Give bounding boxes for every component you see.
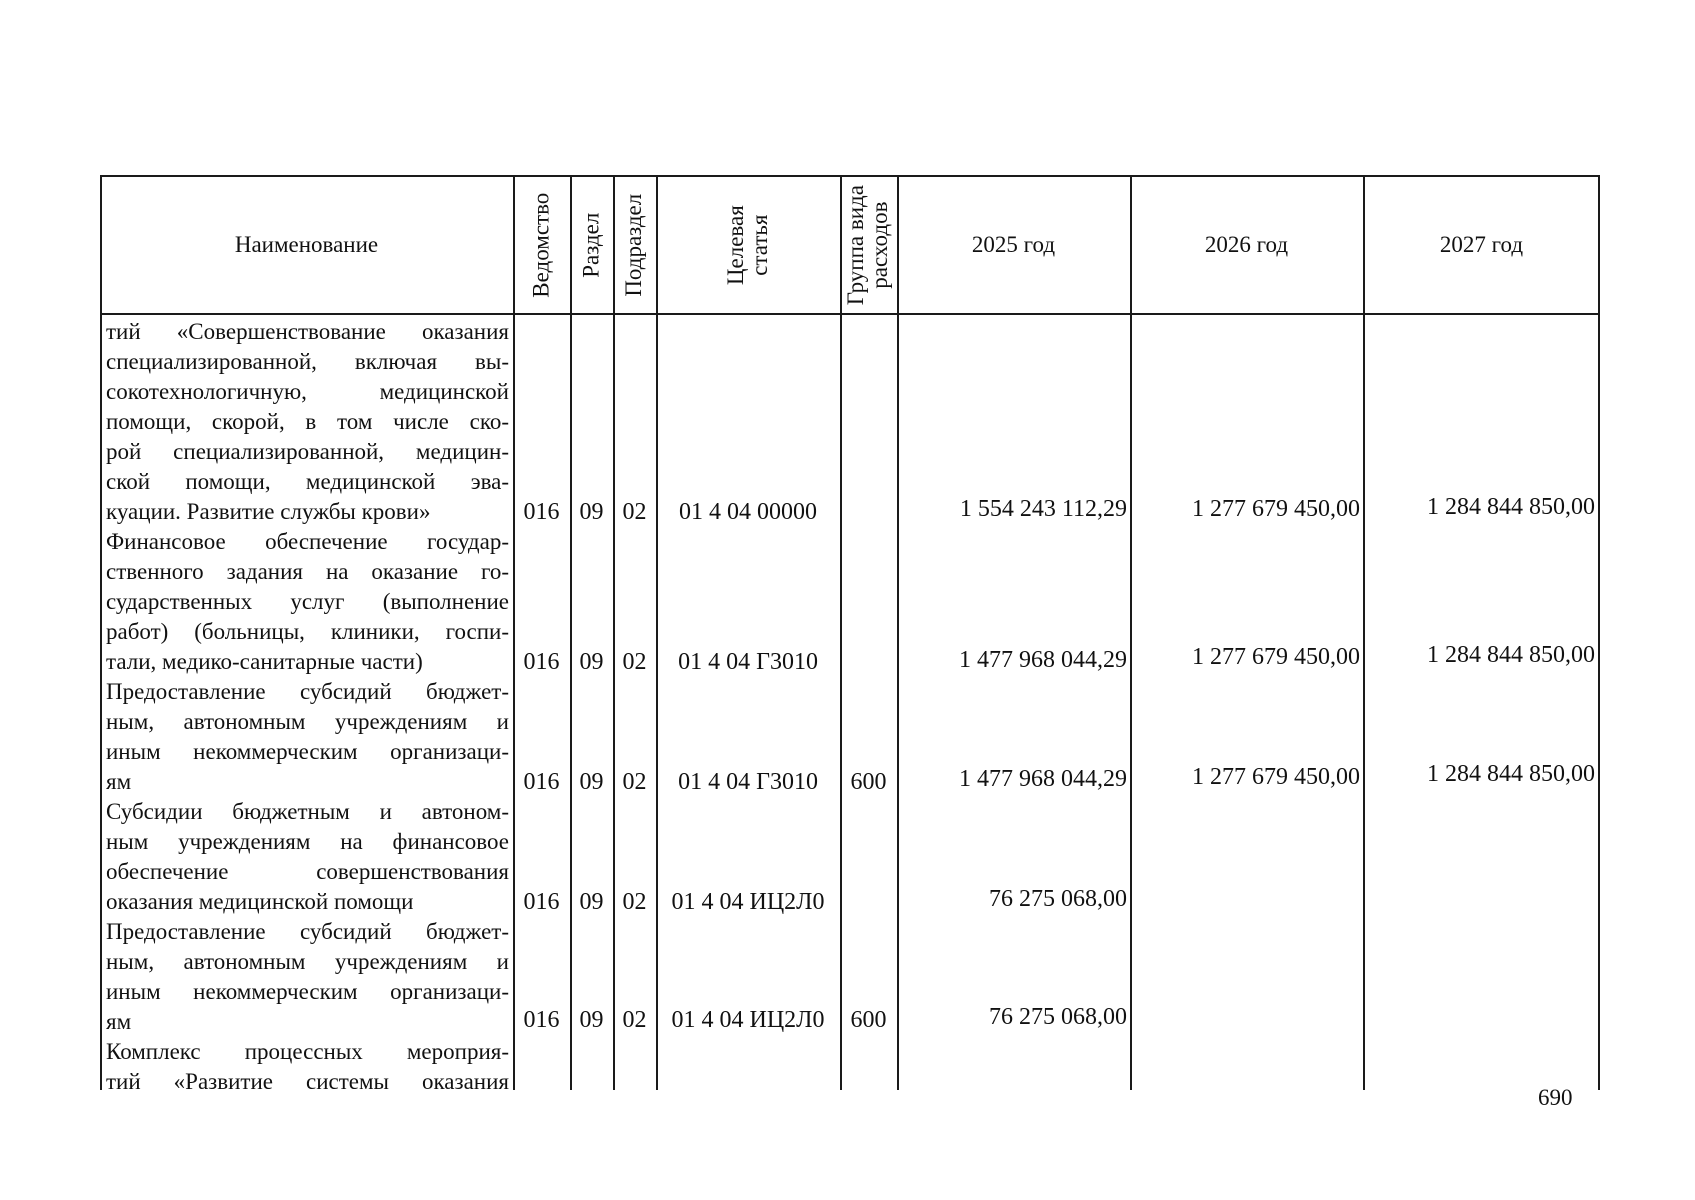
row-name-line: ственного задания на оказание го- bbox=[106, 559, 509, 584]
cell-podrazdel: 02 bbox=[622, 769, 647, 795]
cell-2025: 1 554 243 112,29 bbox=[959, 496, 1127, 522]
row-name bbox=[106, 917, 509, 1037]
cell-statya: 01 4 04 Г3010 bbox=[678, 769, 818, 795]
row-name-line: ным учреждениям на финансовое bbox=[106, 829, 509, 854]
grid-line bbox=[100, 175, 102, 1090]
row-name bbox=[106, 677, 509, 797]
cell-razdel: 09 bbox=[579, 649, 604, 675]
header-celevaya-text bbox=[724, 205, 772, 285]
cell-razdel: 09 bbox=[579, 499, 604, 525]
grid-line bbox=[840, 175, 842, 1090]
row-name-line: тали, медико-санитарные части) bbox=[106, 649, 423, 674]
header-name-text: Наименование bbox=[234, 231, 379, 257]
row-name bbox=[106, 317, 509, 527]
cell-2026: 1 277 679 450,00 bbox=[1192, 644, 1360, 670]
grid-line bbox=[897, 175, 899, 1090]
cell-vedomstvo: 016 bbox=[523, 649, 560, 675]
row-name-line: Субсидии бюджетным и автоном- bbox=[106, 799, 509, 824]
cell-2027: 1 284 844 850,00 bbox=[1427, 642, 1595, 668]
header-razdel bbox=[570, 175, 613, 315]
header-2025-text: 2025 год bbox=[971, 231, 1056, 257]
row-name-line: оказания медицинской помощи bbox=[106, 889, 414, 914]
row-name-line: ным, автономным учреждениям и bbox=[106, 709, 509, 734]
cell-vedomstvo: 016 bbox=[523, 1007, 560, 1033]
row-name-line: сокотехнологичную, медицинской bbox=[106, 379, 509, 404]
header-vedomstvo bbox=[513, 175, 570, 315]
header-celevaya-line1: Целевая bbox=[722, 205, 748, 285]
grid-line bbox=[613, 175, 615, 1090]
row-name-line: ным, автономным учреждениям и bbox=[106, 949, 509, 974]
cell-2025: 76 275 068,00 bbox=[989, 886, 1127, 912]
header-celevaya-line2: статья bbox=[746, 214, 772, 276]
header-gruppa-line2: расходов bbox=[867, 201, 893, 289]
row-name-line: работ) (больницы, клиники, госпи- bbox=[106, 619, 509, 644]
row-name bbox=[106, 527, 509, 677]
header-gruppa-text bbox=[844, 185, 892, 305]
cell-razdel: 09 bbox=[579, 1007, 604, 1033]
row-name-line: обеспечение совершенствования bbox=[106, 859, 509, 884]
cell-2025: 76 275 068,00 bbox=[989, 1004, 1127, 1030]
grid-line bbox=[1130, 175, 1132, 1090]
row-name-line: специализированной, включая вы- bbox=[106, 349, 509, 374]
cell-gruppa: 600 bbox=[850, 769, 887, 795]
row-name-line: Финансовое обеспечение государ- bbox=[106, 529, 509, 554]
cell-vedomstvo: 016 bbox=[523, 769, 560, 795]
grid-line bbox=[656, 175, 658, 1090]
row-name-line: ям bbox=[106, 1009, 132, 1034]
header-gruppa-line1: Группа вида bbox=[843, 184, 869, 306]
header-name bbox=[100, 175, 513, 315]
header-razdel-text: Раздел bbox=[578, 212, 604, 278]
cell-podrazdel: 02 bbox=[622, 499, 647, 525]
cell-gruppa: 600 bbox=[850, 1007, 887, 1033]
header-2026 bbox=[1130, 175, 1363, 315]
cell-statya: 01 4 04 ИЦ2Л0 bbox=[671, 889, 825, 915]
cell-razdel: 09 bbox=[579, 769, 604, 795]
row-name-line: помощи, скорой, в том числе ско- bbox=[106, 409, 509, 434]
row-name-line: сударственных услуг (выполнение bbox=[106, 589, 509, 614]
header-celevaya-statya bbox=[656, 175, 840, 315]
grid-line bbox=[1363, 175, 1365, 1090]
row-name-line: тий «Развитие системы оказания bbox=[106, 1069, 509, 1094]
cell-2027: 1 284 844 850,00 bbox=[1427, 494, 1595, 520]
row-name-line: рой специализированной, медицин- bbox=[106, 439, 509, 464]
row-name-line: ской помощи, медицинской эва- bbox=[106, 469, 509, 494]
cell-podrazdel: 02 bbox=[622, 649, 647, 675]
row-name-line: тий «Совершенствование оказания bbox=[106, 319, 509, 344]
cell-2025: 1 477 968 044,29 bbox=[959, 766, 1127, 792]
cell-2026: 1 277 679 450,00 bbox=[1192, 764, 1360, 790]
row-name-line: ям bbox=[106, 769, 132, 794]
page-number: 690 bbox=[1538, 1085, 1573, 1110]
cell-vedomstvo: 016 bbox=[523, 889, 560, 915]
cell-2026: 1 277 679 450,00 bbox=[1192, 496, 1360, 522]
cell-statya: 01 4 04 00000 bbox=[679, 499, 817, 525]
row-name-line: куации. Развитие службы крови» bbox=[106, 499, 431, 524]
grid-line bbox=[513, 175, 515, 1090]
header-podrazdel-text: Подраздел bbox=[621, 193, 647, 297]
header-podrazdel bbox=[613, 175, 656, 315]
cell-razdel: 09 bbox=[579, 889, 604, 915]
grid-line bbox=[1598, 175, 1600, 1090]
cell-statya: 01 4 04 ИЦ2Л0 bbox=[671, 1007, 825, 1033]
row-name-line: иным некоммерческим организаци- bbox=[106, 739, 509, 764]
header-2027 bbox=[1363, 175, 1600, 315]
cell-podrazdel: 02 bbox=[622, 1007, 647, 1033]
row-name-line: Предоставление субсидий бюджет- bbox=[106, 919, 509, 944]
row-name-line: Комплекс процессных мероприя- bbox=[106, 1039, 509, 1064]
cell-podrazdel: 02 bbox=[622, 889, 647, 915]
row-name-line: Предоставление субсидий бюджет- bbox=[106, 679, 509, 704]
header-2026-text: 2026 год bbox=[1204, 231, 1289, 257]
grid-line bbox=[570, 175, 572, 1090]
budget-table bbox=[100, 175, 1600, 1094]
header-2025 bbox=[897, 175, 1130, 315]
cell-vedomstvo: 016 bbox=[523, 499, 560, 525]
row-name-line: иным некоммерческим организаци- bbox=[106, 979, 509, 1004]
row-name bbox=[106, 1037, 509, 1097]
row-name bbox=[106, 797, 509, 917]
header-vedomstvo-text: Ведомство bbox=[528, 192, 554, 298]
header-2027-text: 2027 год bbox=[1439, 231, 1524, 257]
cell-statya: 01 4 04 Г3010 bbox=[678, 649, 818, 675]
cell-2025: 1 477 968 044,29 bbox=[959, 647, 1127, 673]
header-gruppa bbox=[840, 175, 897, 315]
cell-2027: 1 284 844 850,00 bbox=[1427, 761, 1595, 787]
